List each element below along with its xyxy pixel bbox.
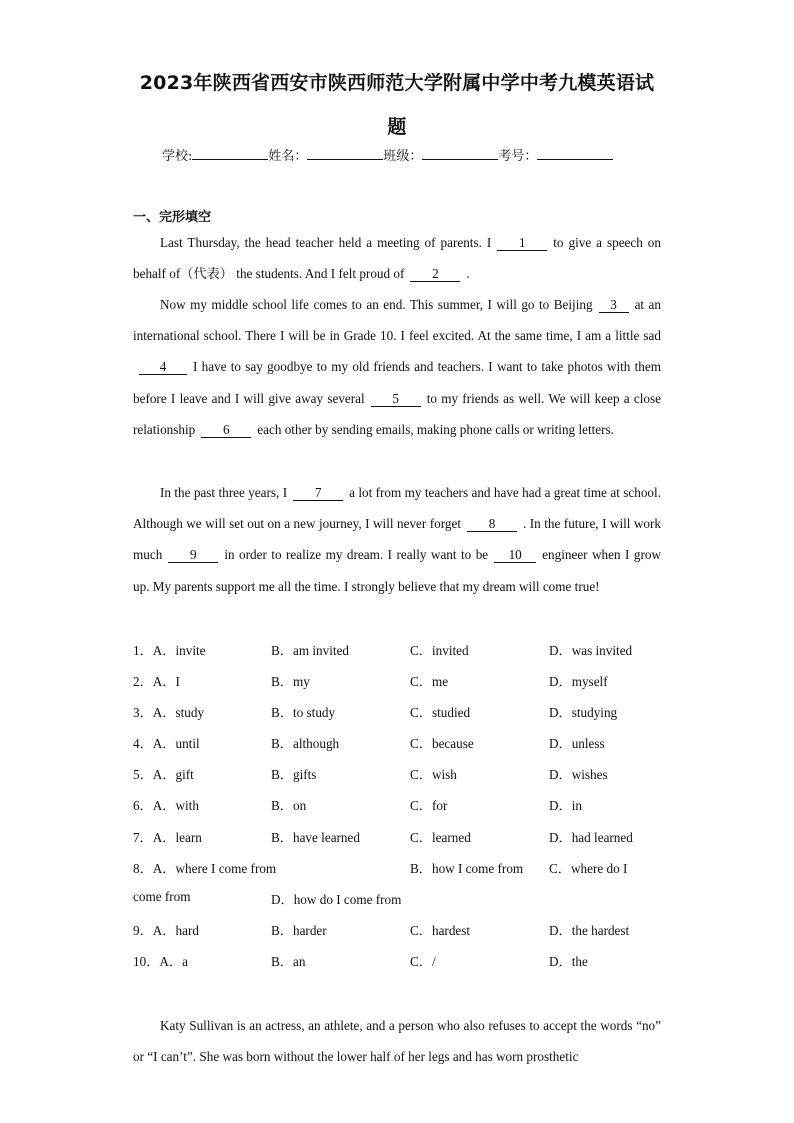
option-b: B．although xyxy=(271,736,340,752)
option-d: D．how do I come from xyxy=(271,891,402,907)
school-blank xyxy=(192,146,268,160)
option-c-continued: come from xyxy=(133,888,191,904)
option-a: 1．A．invite xyxy=(133,643,206,658)
option-b: B．an xyxy=(271,953,306,969)
option-d: D．wishes xyxy=(549,767,608,783)
option-d: D．in xyxy=(549,798,582,814)
blank-6: 6 xyxy=(201,422,251,438)
option-c: C．wish xyxy=(410,767,457,783)
blank-2: 2 xyxy=(410,266,460,282)
option-b: B．on xyxy=(271,798,307,814)
option-a: 8．A．where I come from xyxy=(133,860,277,876)
option-a: 6．A．with xyxy=(133,798,199,814)
question-row-8 xyxy=(133,855,661,886)
question-row-7 xyxy=(133,824,661,855)
blank-8: 8 xyxy=(467,516,517,532)
option-c: C．learned xyxy=(410,829,471,845)
option-c: C．studied xyxy=(410,705,471,721)
question-row-10 xyxy=(133,948,661,979)
option-d: D．the xyxy=(549,953,588,969)
option-d: D．had learned xyxy=(549,829,633,845)
question-row-6 xyxy=(133,792,661,823)
option-d: D．studying xyxy=(549,705,618,721)
question-row-1 xyxy=(133,637,661,668)
class-blank xyxy=(422,146,498,160)
school-label: 学校: xyxy=(162,149,193,164)
name-label: 姓名： xyxy=(268,149,308,164)
blank-4: 4 xyxy=(139,359,187,375)
passage-paragraph-3: In the past three years, I 7 a lot from my teachers and have had a great time at school. Although we will set out on a new journey, I will never forget 8 . In the future, I will work much 9 in order to realize my dream. I really want to be 10 engineer when I grow up. My parents support me all the time. I strongly believe that my dream will come true! xyxy=(133,485,662,594)
question-row-3 xyxy=(133,699,661,730)
option-b: B．have learned xyxy=(271,829,360,845)
option-d: D．myself xyxy=(549,674,608,690)
question-row-4 xyxy=(133,730,661,761)
option-d: D．was invited xyxy=(549,643,633,658)
blank-3: 3 xyxy=(599,297,629,313)
option-b: B．how I come from xyxy=(410,860,524,876)
option-a: 9．A．hard xyxy=(133,922,199,938)
exam-no-label: 考号： xyxy=(498,149,538,164)
option-c: C．hardest xyxy=(410,922,471,938)
section-heading: 一、完形填空 xyxy=(133,210,212,225)
question-row-5 xyxy=(133,761,661,792)
option-a: 7．A．learn xyxy=(133,829,202,845)
option-c: C．me xyxy=(410,674,449,690)
option-b: B．am invited xyxy=(271,643,350,658)
option-c: C．for xyxy=(410,798,448,814)
passage-paragraph-2: Now my middle school life comes to an end. This summer, I will go to Beijing 3 at an international school. There I will be in Grade 10. I feel excited. At the same time, I am a little sad4 I have to say goodbye to my old friends and teachers. I want to take photos with them before I leave and I will give away several 5 to my friends as well. We will keep a close relationship 6 each other by sending emails, making phone calls or writing letters. xyxy=(133,297,661,437)
option-c: C．where do I xyxy=(549,860,628,876)
blank-9: 9 xyxy=(168,547,218,563)
option-a: 3．A．study xyxy=(133,705,205,721)
option-d: D．unless xyxy=(549,736,605,752)
question-row-2 xyxy=(133,668,661,699)
class-label: 班级： xyxy=(383,149,423,164)
option-d: D．the hardest xyxy=(549,922,630,938)
question-row-8-continued xyxy=(133,886,661,917)
option-b: B．my xyxy=(271,674,310,690)
page-title-continued: 题 xyxy=(387,116,407,138)
option-c: C．invited xyxy=(410,643,469,658)
blank-7: 7 xyxy=(293,485,343,501)
option-c: C．/ xyxy=(410,953,436,969)
option-c: C．because xyxy=(410,736,474,752)
passage-2-paragraph-1: Katy Sullivan is an actress, an athlete, and a person who also refuses to accept the words “no” or “I can’t”. She was born without the lower half of her legs and has worn prosthetic xyxy=(133,1018,661,1065)
option-b: B．harder xyxy=(271,922,327,938)
blank-10: 10 xyxy=(494,547,536,563)
blank-1: 1 xyxy=(497,235,547,251)
question-row-9 xyxy=(133,917,661,948)
option-a: 5．A．gift xyxy=(133,767,194,783)
page-title: 2023年陕西省西安市陕西师范大学附属中学中考九模英语试 xyxy=(139,72,655,94)
option-a: 4．A．until xyxy=(133,736,200,752)
answer-options xyxy=(133,637,661,979)
exam-no-blank xyxy=(537,146,613,160)
student-info-line xyxy=(162,145,642,164)
name-blank xyxy=(307,146,383,160)
option-b: B．to study xyxy=(271,705,336,721)
option-b: B．gifts xyxy=(271,767,317,783)
option-a: 10．A．a xyxy=(133,953,188,969)
blank-5: 5 xyxy=(371,391,421,407)
option-a: 2．A．I xyxy=(133,674,180,690)
passage-paragraph-1: Last Thursday, the head teacher held a meeting of parents. I 1 to give a speech on behalf of（代表） the students. And I felt proud of 2 . xyxy=(133,235,661,282)
